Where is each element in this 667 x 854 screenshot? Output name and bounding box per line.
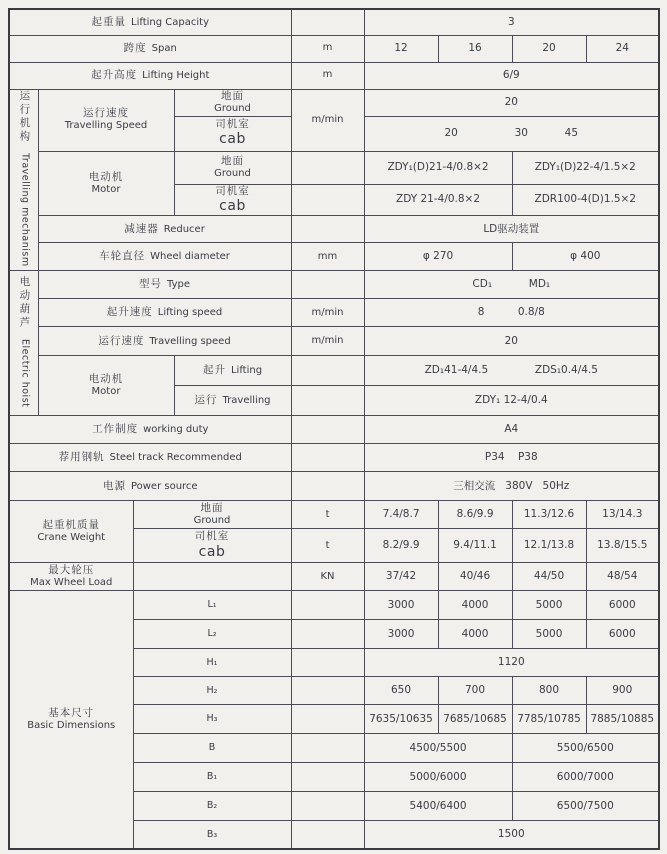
dim-H1-label: H₁ [133,649,291,677]
dim-L2-label: L₂ [133,620,291,649]
max-wheel-load-value: 37/42 [364,563,438,591]
travelling-motor-ground-value: ZDY₁(D)21-4/0.8×2 [364,151,512,184]
label-en: cab [198,543,226,560]
dim-H3-label: H₃ [133,705,291,734]
label-zh: 司机室 [215,184,250,197]
hoist-travelling-speed-value: 20 [364,327,659,356]
dim-H1-value: 1120 [364,649,659,677]
wheel-diameter-value: φ 400 [512,243,659,271]
hoist-motor-travelling-unit [291,386,364,416]
max-wheel-load-value: 48/54 [586,563,659,591]
dim-H2-value: 650 [364,677,438,705]
dim-B1-unit [291,763,364,792]
label-zh: 最大轮压 [48,563,95,576]
steel-track-label [9,444,291,472]
hoist-lifting-speed-unit: m/min [291,299,364,327]
span-value: 12 [364,35,438,62]
label-zh: 型号 [139,278,163,290]
lifting-height-label [9,62,291,89]
travelling-motor-cab-unit [291,184,364,216]
max-wheel-load-label [9,563,133,591]
label-en: Travelling Speed [64,120,148,132]
working-duty-value: A4 [364,416,659,444]
dim-L2-value: 3000 [364,620,438,649]
label-en: Ground [214,102,251,114]
dim-L1-value: 6000 [586,591,659,620]
max-wheel-load-unit: KN [291,563,364,591]
label-zh: 电动机 [88,372,124,385]
lifting-capacity-unit [291,9,364,35]
working-duty-label [9,416,291,444]
crane-weight-cab-value: 8.2/9.9 [364,529,438,563]
steel-track-value: P34 P38 [364,444,659,472]
crane-weight-ground-value: 8.6/9.9 [438,501,512,529]
travelling-motor-cab-label [174,184,291,216]
wheel-diameter-label [38,243,291,271]
dim-B-unit [291,734,364,763]
dim-B2-label: B₂ [133,792,291,821]
label-zh: 荐用钢轨 [58,451,105,463]
reducer-value: LD驱动装置 [364,216,659,243]
hoist-travelling-speed-label [38,327,291,356]
lifting-height-unit: m [291,62,364,89]
dim-B-value: 4500/5500 [364,734,512,763]
dim-H2-unit [291,677,364,705]
dim-H2-value: 700 [438,677,512,705]
dim-L1-label: L₁ [133,591,291,620]
label-en: Lifting speed [157,307,223,318]
crane-weight-unit: t [291,501,364,529]
label-en: Span [151,42,177,54]
label-zh: 起升速度 [106,306,153,318]
crane-weight-cab-value: 13.8/15.5 [586,529,659,563]
section-label-zh: 运行机构 [18,89,31,144]
lifting-capacity-value: 3 [364,9,659,35]
wheel-diameter-unit: mm [291,243,364,271]
section-label-en: Electric hoist [19,338,31,407]
crane-spec-table [8,8,660,850]
hoist-lifting-speed-label [38,299,291,327]
dim-L2-value: 6000 [586,620,659,649]
hoist-type-label [38,271,291,299]
dim-L2-value: 5000 [512,620,586,649]
hoist-travelling-speed-unit: m/min [291,327,364,356]
working-duty-unit [291,416,364,444]
label-en: Power source [130,480,198,492]
span-unit: m [291,35,364,62]
dim-H3-value: 7885/10885 [586,705,659,734]
crane-weight-ground-value: 11.3/12.6 [512,501,586,529]
power-source-value: 三相交流 380V 50Hz [364,472,659,501]
hoist-type-value: CD₁ MD₁ [364,271,659,299]
span-value: 20 [512,35,586,62]
dim-B3-value: 1500 [364,821,659,849]
dim-H1-unit [291,649,364,677]
section-travelling-mechanism [9,89,38,271]
section-electric-hoist [9,271,38,416]
crane-weight-cab-label [133,529,291,563]
label-zh: 起升 [202,364,226,376]
label-zh: 起升高度 [91,68,138,81]
label-zh: 基本尺寸 [48,706,95,719]
label-en: Travelling speed [149,335,231,347]
dim-L2-value: 4000 [438,620,512,649]
label-en: Lifting Height [142,69,210,81]
label-en: Motor [91,386,121,398]
label-en: Reducer [163,223,205,235]
section-label-zh: 电动葫芦 [18,275,31,330]
travelling-speed-ground-label [174,89,291,116]
travelling-motor-ground-label [174,151,291,184]
max-wheel-load-sub-cell [133,563,291,591]
dim-L1-value: 5000 [512,591,586,620]
label-zh: 减速器 [124,222,159,235]
reducer-unit [291,216,364,243]
hoist-motor-lifting-value: ZD₁41-4/4.5 ZDS₁0.4/4.5 [364,356,659,386]
travelling-motor-cab-value: ZDR100-4(D)1.5×2 [512,184,659,216]
label-zh: 起重量 [91,15,127,28]
hoist-motor-lifting-label [174,356,291,386]
hoist-type-unit [291,271,364,299]
crane-weight-label [9,501,133,563]
dim-B-label: B [133,734,291,763]
label-en: Lifting Capacity [131,16,209,28]
label-zh: 工作制度 [92,423,139,435]
travelling-motor-ground-unit [291,151,364,184]
hoist-motor-travelling-label [174,386,291,416]
label-en: Ground [214,167,251,179]
label-zh: 电源 [102,479,126,492]
dim-H3-value: 7785/10785 [512,705,586,734]
dim-L1-value: 4000 [438,591,512,620]
label-zh: 司机室 [215,118,250,131]
travelling-motor-label [38,151,174,216]
hoist-lifting-speed-value: 8 0.8/8 [364,299,659,327]
label-en: Max Wheel Load [30,577,113,589]
dim-L1-value: 3000 [364,591,438,620]
label-zh: 地面 [200,501,224,514]
crane-weight-cab-value: 12.1/13.8 [512,529,586,563]
label-zh: 车轮直径 [99,250,146,262]
label-zh: 运行 [194,394,218,406]
lifting-height-value: 6/9 [364,62,659,89]
label-en: Travelling [222,395,271,406]
power-source-unit [291,472,364,501]
travelling-speed-cab-value: 20 30 45 [364,116,659,151]
travelling-motor-ground-value: ZDY₁(D)22-4/1.5×2 [512,151,659,184]
label-en: Wheel diameter [150,251,230,262]
vertical-section-label [17,276,30,407]
span-label [9,35,291,62]
dim-B1-value: 6000/7000 [512,763,659,792]
dim-B3-label: B₃ [133,821,291,849]
vertical-section-label [17,90,30,267]
crane-weight-ground-value: 7.4/8.7 [364,501,438,529]
label-zh: 司机室 [194,530,230,543]
label-en: Crane Weight [37,532,106,544]
basic-dimensions-label [9,591,133,849]
label-en: Ground [193,515,231,527]
label-zh: 电动机 [88,170,124,183]
wheel-diameter-value: φ 270 [364,243,512,271]
crane-weight-ground-value: 13/14.3 [586,501,659,529]
dim-L2-unit [291,620,364,649]
label-zh: 起重机质量 [42,518,100,531]
dim-B1-label: B₁ [133,763,291,792]
label-en: working duty [143,424,209,435]
dim-B1-value: 5000/6000 [364,763,512,792]
dim-B2-value: 5400/6400 [364,792,512,821]
crane-weight-unit: t [291,529,364,563]
steel-track-unit [291,444,364,472]
label-en: Basic Dimensions [27,719,116,731]
dim-H2-label: H₂ [133,677,291,705]
lifting-capacity-label [9,9,291,35]
dim-H3-value: 7635/10635 [364,705,438,734]
reducer-label [38,216,291,243]
span-value: 24 [586,35,659,62]
dim-L1-unit [291,591,364,620]
label-zh: 运行速度 [98,334,145,347]
label-zh: 跨度 [123,41,147,54]
travelling-speed-cab-label [174,116,291,151]
dim-B3-unit [291,821,364,849]
label-zh: 地面 [221,89,245,102]
label-zh: 地面 [221,154,245,167]
max-wheel-load-value: 40/46 [438,563,512,591]
label-zh: 运行速度 [83,107,129,120]
hoist-motor-label [38,356,174,416]
crane-weight-ground-label [133,501,291,529]
travelling-speed-unit: m/min [291,89,364,151]
travelling-speed-ground-value: 20 [364,89,659,116]
hoist-motor-travelling-value: ZDY₁ 12-4/0.4 [364,386,659,416]
travelling-speed-label [38,89,174,151]
label-en: cab [219,131,246,148]
hoist-motor-lifting-unit [291,356,364,386]
label-en: Type [167,279,190,290]
section-label-en: Travelling mechanism [19,152,31,267]
label-en: Steel track Recommended [109,452,242,463]
label-en: Motor [91,183,121,195]
power-source-label [9,472,291,501]
dim-B-value: 5500/6500 [512,734,659,763]
crane-weight-cab-value: 9.4/11.1 [438,529,512,563]
label-en: Lifting [230,365,263,376]
dim-H2-value: 900 [586,677,659,705]
dim-B2-unit [291,792,364,821]
span-value: 16 [438,35,512,62]
dim-H3-unit [291,705,364,734]
dim-H3-value: 7685/10685 [438,705,512,734]
dim-H2-value: 800 [512,677,586,705]
dim-B2-value: 6500/7500 [512,792,659,821]
max-wheel-load-value: 44/50 [512,563,586,591]
travelling-motor-cab-value: ZDY 21-4/0.8×2 [364,184,512,216]
label-en: cab [219,197,246,214]
